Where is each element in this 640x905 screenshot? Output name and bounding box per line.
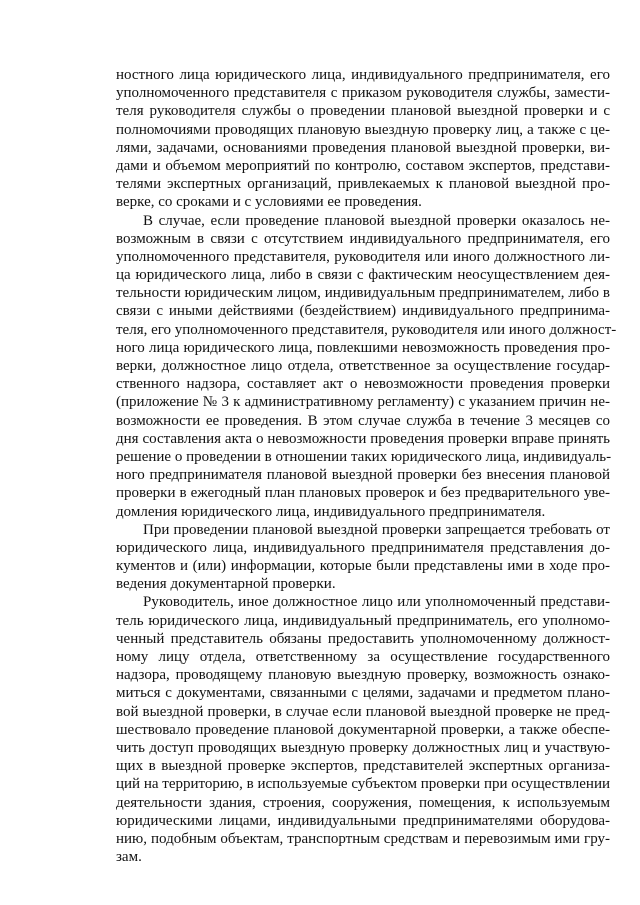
text-line: Руководитель, иное должностное лицо или уполномоченный представи- <box>143 594 610 611</box>
text-line: домления юридического лица, индивидуального предпринимателя. <box>116 503 546 520</box>
text-line: тельности юридическим лицом, индивидуальным предпринимателем, либо в <box>116 285 610 302</box>
text-line: возможным в связи с отсутствием индивидуального предпринимателя, его <box>116 230 610 247</box>
text-line: дня составления акта о невозможности проведения проверки вправе принять <box>116 430 610 447</box>
text-line: связи с иными действиями (бездействием) индивидуального предпринима- <box>116 303 610 320</box>
text-line: возможности ее проведения. В этом случае служба в течение 3 месяцев со <box>116 412 610 429</box>
text-line: уполномоченного представителя с приказом руководителя службы, замести- <box>116 85 610 102</box>
text-line: ному лицу отдела, ответственному за осуществление государственного <box>116 649 610 665</box>
text-line: решение о проведении в отношении таких юридического лица, индивидуаль- <box>116 448 612 465</box>
text-line: теля руководителя службы о проведении плановой выездной проверки и с <box>116 103 610 120</box>
text-line: ного лица юридического лица, повлекшими невозможность проведения про- <box>116 339 610 356</box>
paragraph <box>116 593 610 866</box>
text-line: чить доступ проводящих выездную проверку должностных лиц и участвую- <box>116 739 610 756</box>
text-line: дами и объемом мероприятий по контролю, составом экспертов, представи- <box>116 157 610 174</box>
text-line: зам. <box>116 849 142 866</box>
text-line: В случае, если проведение плановой выездной проверки оказалось не- <box>143 212 610 229</box>
text-line: ведения документарной проверки. <box>116 576 336 593</box>
text-line: ного предпринимателя плановой выездной проверки без внесения плановой <box>116 467 610 484</box>
text-line: При проведении плановой выездной проверки запрещается требовать от <box>143 521 610 538</box>
text-line: ций на территорию, в используемые субъектом проверки при осуществлении <box>116 776 610 793</box>
text-line: ственного надзора, составляет акт о невозможности проведения проверки <box>116 376 610 393</box>
text-line: юридического лица, индивидуального предпринимателя представления до- <box>116 539 610 556</box>
text-line: лями, задачами, основаниями проведения плановой выездной проверки, ви- <box>116 139 610 156</box>
text-line: миться с документами, связанными с целями, задачами и предметом плано- <box>116 685 610 702</box>
text-line: верки, должностное лицо отдела, ответственное за осуществление государ- <box>116 358 610 374</box>
text-line: кументов и (или) информации, которые были представлены ими в ходе про- <box>116 558 610 575</box>
text-line: щих в выездной проверке экспертов, представителей экспертных организа- <box>116 758 610 775</box>
text-line: надзора, проводящему плановую выездную проверку, возможность ознако- <box>116 667 610 684</box>
text-line: уполномоченного представителя, руководителя или иного должностного ли- <box>116 248 610 265</box>
text-line: телями экспертных организаций, привлекаемых к плановой выездной про- <box>116 176 610 193</box>
paragraph <box>116 66 610 212</box>
text-line: верке, со сроками и с условиями ее проведения. <box>116 194 422 211</box>
text-line: проверки в ежегодный план плановых проверок и без предварительного уве- <box>116 485 610 502</box>
text-line: тель юридического лица, индивидуальный предприниматель, его уполномо- <box>116 612 610 629</box>
paragraph <box>116 212 617 521</box>
text-line: ченный представитель обязаны предоставить уполномоченному должност- <box>116 630 610 647</box>
text-line: деятельности здания, строения, сооружения, помещения, к используемым <box>116 794 610 811</box>
text-line: ца юридического лица, либо в связи с фактическим неосуществлением дея- <box>116 267 610 284</box>
text-line: юридическими лицами, индивидуальными предпринимателями оборудова- <box>116 812 610 829</box>
text-line: вой выездной проверки, в случае если плановой выездной проверке не пред- <box>116 703 610 720</box>
text-line: (приложение № 3 к административному регламенту) с указанием причин не- <box>116 394 610 411</box>
paragraph <box>116 521 610 594</box>
text-line: шествовало проведение плановой документарной проверки, а также обеспе- <box>116 721 610 738</box>
text-line: полномочиями проводящих плановую выездную проверку лиц, а также с це- <box>116 121 610 138</box>
text-line: нию, подобным объектам, транспортным средствам и перевозимым ими гру- <box>116 830 610 847</box>
text-line: теля, его уполномоченного представителя, руководителя или иного должност- <box>116 321 617 338</box>
text-line: ностного лица юридического лица, индивидуального предпринимателя, его <box>116 67 610 83</box>
document-body <box>116 66 617 866</box>
